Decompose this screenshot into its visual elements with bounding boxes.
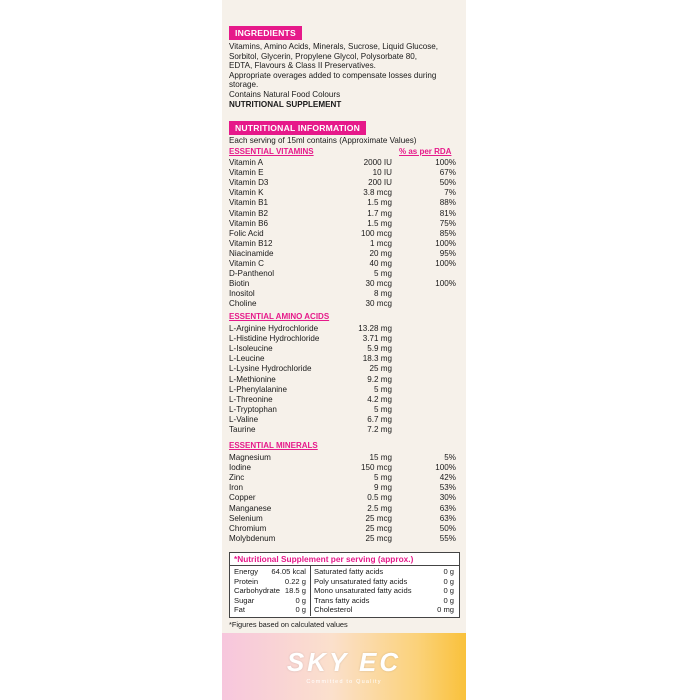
table-row (229, 219, 456, 229)
nutrient-amount: 7.2 mg (367, 425, 392, 434)
nutrient-amount: 20 mg (369, 248, 392, 258)
divider (230, 565, 459, 566)
nutrient-name: Mono unsaturated fatty acids (314, 586, 412, 596)
table-row (229, 239, 456, 249)
nutrient-name: Vitamin C (229, 259, 264, 268)
nutrient-rda: 55% (439, 533, 456, 543)
nutrient-value: 0 g (295, 595, 306, 605)
nutrient-rda: 67% (439, 168, 456, 178)
table-row (229, 249, 456, 259)
nutrient-name: Molybdenum (229, 533, 276, 543)
table-row (229, 524, 456, 534)
nutrient-name: Niacinamide (229, 248, 274, 258)
nutrient-amount: 1 mcg (369, 238, 392, 248)
table-row (229, 209, 456, 219)
table-row (229, 493, 456, 503)
ingredients-header: INGREDIENTS (229, 26, 302, 40)
list-item (234, 586, 306, 596)
list-item (314, 586, 454, 596)
list-item (314, 577, 454, 587)
nutrient-amount: 8 mg (374, 289, 392, 299)
nutrient-rda: 75% (439, 218, 456, 228)
nutrient-rda: 5% (444, 453, 456, 462)
nutrient-amount: 25 mcg (365, 513, 392, 523)
nutrient-name: D-Panthenol (229, 269, 274, 279)
nutrient-name: Cholesterol (314, 605, 353, 615)
nutrient-value: 64.05 kcal (271, 567, 306, 576)
supplement-box (229, 552, 460, 618)
nutrient-value: 0 g (295, 605, 306, 615)
nutrient-rda: 50% (439, 523, 456, 533)
table-row (229, 344, 456, 354)
ingredients-line: EDTA, Flavours & Class II Preservatives. (229, 61, 376, 71)
nutrient-amount: 1.5 mg (367, 198, 392, 208)
ingredients-line: storage. (229, 80, 259, 90)
nutrient-rda: 50% (439, 178, 456, 188)
table-row (229, 188, 456, 198)
nutrient-name: Protein (234, 576, 259, 586)
table-row (229, 483, 456, 493)
nutrient-name: Vitamin B1 (229, 198, 268, 208)
table-row (229, 534, 456, 544)
nutrient-amount: 25 mg (369, 364, 392, 374)
nutrient-name: L-Histidine Hydrochloride (229, 334, 320, 344)
rda-header: % as per RDA (399, 147, 452, 156)
nutrient-name: Energy (234, 567, 259, 576)
table-row (229, 463, 456, 473)
nutrient-name: Iodine (229, 463, 252, 473)
nutrient-amount: 10 IU (372, 168, 392, 178)
nutrient-rda: 63% (439, 503, 456, 513)
nutrient-name: L-Isoleucine (229, 344, 273, 354)
table-row (229, 504, 456, 514)
nutrient-name: L-Methionine (229, 374, 276, 384)
table-row (229, 514, 456, 524)
nutrient-name: L-Phenylalanine (229, 384, 288, 394)
nutrient-name: Copper (229, 493, 256, 503)
nutrient-amount: 150 mcg (360, 463, 392, 473)
nutrient-rda: 88% (439, 198, 456, 208)
vitamins-title: ESSENTIAL VITAMINS (229, 147, 314, 156)
nutrient-name: Magnesium (229, 453, 271, 462)
nutrient-amount: 9.2 mg (367, 374, 392, 384)
nutrient-value: 0 g (443, 576, 454, 586)
nutrient-amount: 9 mg (374, 483, 392, 493)
table-row (229, 425, 456, 435)
nutrient-name: Choline (229, 299, 257, 309)
nutrient-amount: 6.7 mg (367, 414, 392, 424)
nutrient-name: Chromium (229, 523, 267, 533)
list-item (314, 567, 454, 577)
nutrient-amount: 1.7 mg (367, 208, 392, 218)
table-row (229, 324, 456, 334)
nutrient-amount: 18.3 mg (362, 354, 392, 364)
nutrient-name: Vitamin B6 (229, 218, 268, 228)
nutrient-rda: 100% (435, 463, 456, 473)
nutrient-rda: 63% (439, 513, 456, 523)
nutrient-name: Inositol (229, 289, 255, 299)
nutrient-name: Trans fatty acids (314, 595, 370, 605)
nutrient-amount: 25 mcg (365, 533, 392, 543)
nutrient-amount: 15 mg (369, 453, 392, 462)
nutrient-name: Iron (229, 483, 243, 493)
nutrient-amount: 1.5 mg (367, 218, 392, 228)
nutrient-name: L-Threonine (229, 394, 273, 404)
list-item (234, 567, 306, 577)
nutrition-header: NUTRITIONAL INFORMATION (229, 121, 366, 135)
nutrient-rda: 85% (439, 228, 456, 238)
minerals-title: ESSENTIAL MINERALS (229, 441, 318, 450)
nutrient-name: Sugar (234, 595, 255, 605)
nutrient-amount: 2.5 mg (367, 503, 392, 513)
nutrient-name: Poly unsaturated fatty acids (314, 576, 408, 586)
table-row (229, 279, 456, 289)
nutrient-rda: 100% (435, 158, 456, 167)
nutrient-name: L-Arginine Hydrochloride (229, 324, 319, 333)
nutrient-rda: 81% (439, 208, 456, 218)
divider (310, 565, 311, 616)
supplement-label: NUTRITIONAL SUPPLEMENT (229, 99, 342, 109)
ingredients-line: Appropriate overages added to compensate losses during (229, 70, 437, 80)
nutrient-name: L-Tryptophan (229, 404, 277, 414)
nutrient-value: 0 g (443, 595, 454, 605)
nutrient-name: L-Leucine (229, 354, 265, 364)
table-row (229, 354, 456, 364)
supplement-box-title: *Nutritional Supplement per serving (approx.) (234, 554, 414, 564)
nutrient-name: L-Valine (229, 414, 259, 424)
table-row (229, 415, 456, 425)
nutrient-name: Selenium (229, 513, 263, 523)
table-row (229, 168, 456, 178)
ingredients-line: Contains Natural Food Colours (229, 89, 341, 99)
nutrient-name: Vitamin B2 (229, 208, 268, 218)
nutrient-name: Vitamin D3 (229, 178, 269, 188)
nutrient-amount: 5.9 mg (367, 344, 392, 354)
nutrient-value: 0 g (443, 586, 454, 596)
nutrient-name: Manganese (229, 503, 272, 513)
list-item (234, 605, 306, 615)
nutrient-rda: 53% (439, 483, 456, 493)
nutrient-rda: 100% (435, 259, 456, 268)
nutrient-rda: 30% (439, 493, 456, 503)
nutrient-amount: 5 mg (374, 404, 392, 414)
table-row (229, 229, 456, 239)
ingredients-text (229, 42, 461, 109)
table-row (229, 269, 456, 279)
nutrient-amount: 30 mcg (365, 299, 392, 309)
table-row (229, 158, 456, 168)
nutrient-rda: 42% (439, 473, 456, 483)
nutrient-amount: 3.71 mg (362, 334, 392, 344)
nutrient-amount: 100 mcg (360, 228, 392, 238)
table-row (229, 299, 456, 309)
nutrient-amount: 200 IU (368, 178, 392, 188)
table-row (229, 453, 456, 463)
ingredients-line: Sorbitol, Glycerin, Propylene Glycol, Polysorbate 80, (229, 51, 418, 61)
table-row (229, 364, 456, 374)
nutrient-name: Vitamin A (229, 158, 264, 167)
table-row (229, 198, 456, 208)
nutrient-amount: 2000 IU (363, 158, 392, 167)
nutrient-amount: 0.5 mg (367, 493, 392, 503)
nutrient-name: Taurine (229, 425, 256, 434)
table-row (229, 259, 456, 269)
table-row (229, 385, 456, 395)
nutrient-value: 0.22 g (284, 576, 306, 586)
table-row (229, 473, 456, 483)
nutrient-amount: 5 mg (374, 269, 392, 279)
nutrient-name: Folic Acid (229, 228, 264, 238)
list-item (234, 577, 306, 587)
nutrient-amount: 25 mcg (365, 523, 392, 533)
nutrient-name: L-Lysine Hydrochloride (229, 364, 312, 374)
amino-title: ESSENTIAL AMINO ACIDS (229, 312, 330, 321)
brand-band (222, 633, 466, 700)
table-row (229, 334, 456, 344)
nutrient-rda: 7% (444, 188, 456, 198)
nutrient-name: Saturated fatty acids (314, 567, 384, 576)
nutrient-amount: 4.2 mg (367, 394, 392, 404)
nutrient-rda: 95% (439, 248, 456, 258)
ingredients-line: Vitamins, Amino Acids, Minerals, Sucrose, Liquid Glucose, (229, 42, 439, 51)
nutrient-value: 0 g (443, 567, 454, 576)
list-item (314, 605, 454, 615)
nutrient-name: Biotin (229, 279, 250, 289)
nutrient-amount: 13.28 mg (358, 324, 392, 333)
nutrient-name: Vitamin K (229, 188, 264, 198)
nutrient-name: Vitamin B12 (229, 238, 273, 248)
nutrient-amount: 30 mcg (365, 279, 392, 289)
nutrient-name: Fat (234, 605, 245, 615)
list-item (314, 596, 454, 606)
nutrient-name: Carbohydrate (234, 586, 281, 596)
serving-text: Each serving of 15ml contains (Approximate Values) (229, 136, 417, 145)
nutrient-value: 0 mg (437, 605, 454, 615)
nutrient-rda: 100% (435, 279, 456, 289)
table-row (229, 405, 456, 415)
nutrient-rda: 100% (435, 238, 456, 248)
nutrient-amount: 3.8 mcg (363, 188, 392, 198)
nutrient-value: 18.5 g (284, 586, 306, 596)
brand-logo: SKY EC (286, 647, 402, 677)
nutrient-name: Zinc (229, 473, 245, 483)
table-row (229, 395, 456, 405)
nutrient-name: Vitamin E (229, 168, 264, 178)
table-row (229, 375, 456, 385)
nutrient-amount: 5 mg (374, 473, 392, 483)
list-item (234, 596, 306, 606)
brand-tagline: Committed to Quality (306, 679, 382, 685)
table-row (229, 289, 456, 299)
nutrient-amount: 5 mg (374, 384, 392, 394)
table-row (229, 178, 456, 188)
nutrient-amount: 40 mg (369, 259, 392, 268)
footnote: *Figures based on calculated values (229, 620, 348, 629)
